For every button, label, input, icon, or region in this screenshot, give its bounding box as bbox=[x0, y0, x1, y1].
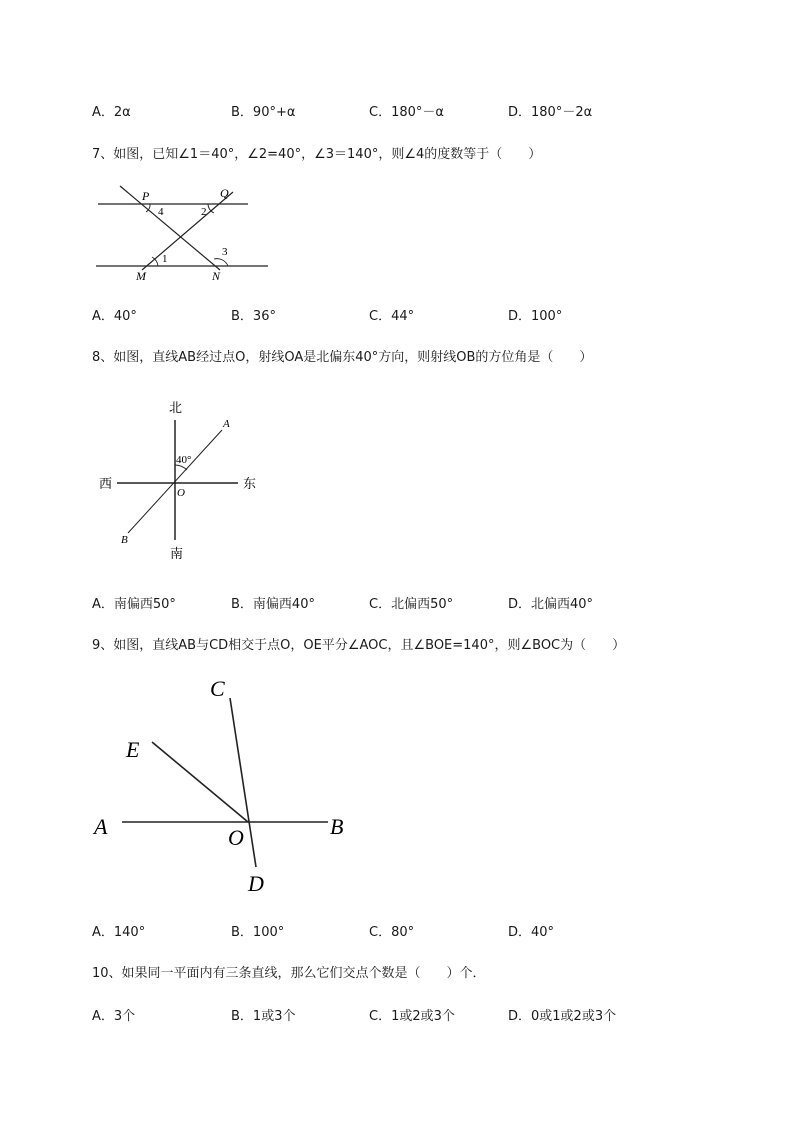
q8-option-d[interactable]: D．北偏西40° bbox=[508, 597, 594, 612]
q8-label-b: B bbox=[121, 534, 128, 546]
q8-label-east: 东 bbox=[243, 476, 257, 491]
q8-stem: 8、如图，直线AB经过点O，射线OA是北偏东40°方向，则射线OB的方位角是（ ） bbox=[92, 350, 593, 365]
q9-option-b[interactable]: B．100° bbox=[231, 925, 285, 940]
q8-option-a[interactable]: A．南偏西50° bbox=[92, 597, 176, 612]
q8-label-west: 西 bbox=[99, 476, 113, 491]
q7-label-n: N bbox=[212, 269, 221, 283]
q8-label-o: O bbox=[177, 487, 185, 499]
q9-label-a: A bbox=[94, 814, 108, 839]
q10-option-d[interactable]: D．0或1或2或3个 bbox=[508, 1009, 617, 1024]
q9-stem: 9、如图，直线AB与CD相交于点O，OE平分∠AOC，且∠BOE=140°，则∠BOC为（ ） bbox=[92, 638, 626, 653]
q8-label-north: 北 bbox=[169, 400, 183, 415]
q7-option-d[interactable]: D．100° bbox=[508, 309, 563, 324]
q10-option-c[interactable]: C．1或2或3个 bbox=[369, 1009, 455, 1024]
q8-option-b[interactable]: B．南偏西40° bbox=[231, 597, 315, 612]
q8-option-c[interactable]: C．北偏西50° bbox=[369, 597, 454, 612]
q9-option-a[interactable]: A．140° bbox=[92, 925, 146, 940]
q6-option-c[interactable]: C．180°－α bbox=[369, 105, 444, 120]
q7-label-2: 2 bbox=[201, 206, 207, 218]
q9-figure bbox=[90, 670, 360, 900]
q8-label-south: 南 bbox=[170, 546, 184, 561]
q9-option-d[interactable]: D．40° bbox=[508, 925, 555, 940]
q7-arc-3 bbox=[214, 259, 228, 266]
q7-label-1: 1 bbox=[162, 253, 168, 265]
q10-stem: 10、如果同一平面内有三条直线，那么它们交点个数是（ ）个． bbox=[92, 966, 486, 981]
q7-label-q: Q bbox=[220, 186, 229, 200]
q7-label-3: 3 bbox=[222, 246, 228, 258]
q6-option-d[interactable]: D．180°－2α bbox=[508, 105, 593, 120]
q9-label-b: B bbox=[330, 814, 344, 839]
q9-label-o: O bbox=[228, 825, 244, 850]
q7-option-a[interactable]: A．40° bbox=[92, 309, 137, 324]
q10-option-a[interactable]: A．3个 bbox=[92, 1009, 136, 1024]
q8-figure bbox=[95, 395, 265, 565]
q7-label-4: 4 bbox=[158, 206, 164, 218]
q6-option-b[interactable]: B．90°+α bbox=[231, 105, 296, 120]
q9-label-d: D bbox=[248, 871, 264, 896]
q7-transversal-pn bbox=[120, 186, 220, 270]
q9-label-c: C bbox=[210, 676, 225, 701]
q9-label-e: E bbox=[126, 737, 140, 762]
q6-option-a[interactable]: A．2α bbox=[92, 105, 131, 120]
q7-stem: 7、如图，已知∠1＝40°，∠2=40°，∠3＝140°，则∠4的度数等于（ ） bbox=[92, 147, 542, 162]
q7-figure bbox=[90, 180, 275, 285]
q8-label-angle: 40° bbox=[176, 454, 192, 466]
q10-option-b[interactable]: B．1或3个 bbox=[231, 1009, 296, 1024]
q7-label-m: M bbox=[136, 269, 146, 283]
q7-option-c[interactable]: C．44° bbox=[369, 309, 415, 324]
q7-label-p: P bbox=[142, 189, 150, 203]
q8-label-a: A bbox=[223, 418, 230, 430]
q9-ray-oe bbox=[152, 742, 248, 822]
q9-option-c[interactable]: C．80° bbox=[369, 925, 415, 940]
q7-option-b[interactable]: B．36° bbox=[231, 309, 276, 324]
